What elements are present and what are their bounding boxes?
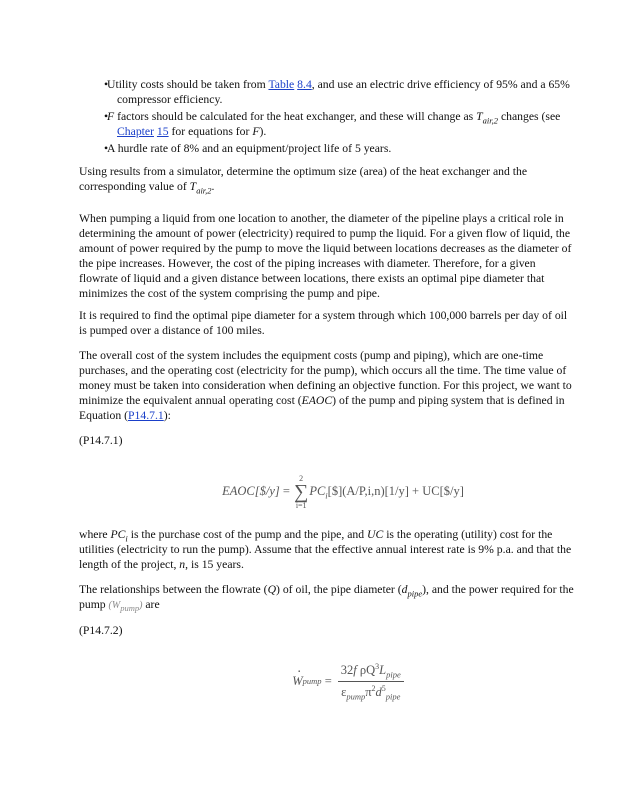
equation-pump-power: · W pump = $\frac{32f \rho Q^3L_{pipe}}{\varepsilon_{pump}\pi^2d^5_{pipe}}$ xyxy=(79,662,577,700)
paragraph-required: It is required to find the optimal pipe diameter for a system through which 100,000 barrels per day of oil is pumped over a distance of 100 miles. xyxy=(79,309,568,337)
power-fraction: $\frac{32f \rho Q^3L_{pipe}}{\varepsilon_{pump}\pi^2d^5_{pipe}}$ xyxy=(338,662,404,700)
paragraph-where: where $PC_i$ is the purchase cost of the pump and the pipe, and UC is the operating (utility) cost for the utilities (electricity to run the pump). Assume that the effective annual interest rate is 9% p.a. and that the length of the project, n, is 15 years. xyxy=(79,528,572,571)
list-item: • A hurdle rate of 8% and an equipment/project life of 5 years. xyxy=(104,142,392,155)
equation-eaoc: EAOC[$/y] = 2 ∑ i=1 $PC_i[\$](A/P,i,n)[1/y]$ + UC[$/y] xyxy=(222,474,464,510)
summation-icon: 2 ∑ i=1 xyxy=(294,474,309,510)
paragraph-relationships: The relationships between the flowrate (Q) of oil, the pipe diameter $(d_{pipe})$, and the power required for the pump $(W_{pump})$ are xyxy=(79,583,574,613)
equation-link[interactable]: P14.7.1 xyxy=(128,409,164,422)
list-item: • Utility costs should be taken from Table 8.4, and use an electric drive efficiency of 95% and a 65% compressor efficiency. xyxy=(104,78,570,106)
equation-label-2: (P14.7.2) xyxy=(79,624,123,637)
table-number-link[interactable]: 8.4 xyxy=(297,78,312,91)
t-air-variable: $T_{air,2}$ xyxy=(476,110,499,126)
bullet-icon: • xyxy=(104,142,109,155)
document-page xyxy=(79,77,577,700)
chapter-link[interactable]: Chapter xyxy=(117,125,154,138)
table-link[interactable]: Table xyxy=(268,78,295,91)
paragraph-pumping: When pumping a liquid from one location to another, the diameter of the pipeline plays a critical role in determining the amount of power (electricity) required to pump the liquid. For a given flow of liquid, the amount of power required by the pump to move the liquid between locations decreases as the diameter of the pipe increases. However, the cost of the piping increases with diameter. Therefore, for a given flowrate of liquid and a given distance between locations, there exists an optimal pipe diameter that minimizes the cost of the system comprising the pump and pipe. xyxy=(79,212,572,300)
chapter-number-link[interactable]: 15 xyxy=(156,125,169,138)
equation-label-1: (P14.7.1) xyxy=(79,434,123,447)
paragraph-overall-cost: The overall cost of the system includes the equipment costs (pump and piping), which are one-time purchases, and the operating cost (electricity for the pump), which occurs all the time. The time value of money must be taken into consideration when defining an objective function. For this project, we want to minimize the equivalent annual operating cost (EAOC) of the pump and piping system that is defined in Equation (P14.7.1): xyxy=(79,349,572,422)
w-pump-inline: $(W_{pump})$ xyxy=(108,600,143,613)
paragraph-simulator: Using results from a simulator, determine the optimum size (area) of the heat exchanger and the corresponding value of $T_{air,2}$. xyxy=(79,165,528,196)
bullet-icon: • xyxy=(104,78,109,91)
list-item: • F factors should be calculated for the heat exchanger, and these will change as $T_{air,2}$ changes (see Chapter 15 for equations for F). xyxy=(104,110,561,138)
requirements-list xyxy=(79,77,577,156)
bullet-icon: • xyxy=(104,110,109,123)
